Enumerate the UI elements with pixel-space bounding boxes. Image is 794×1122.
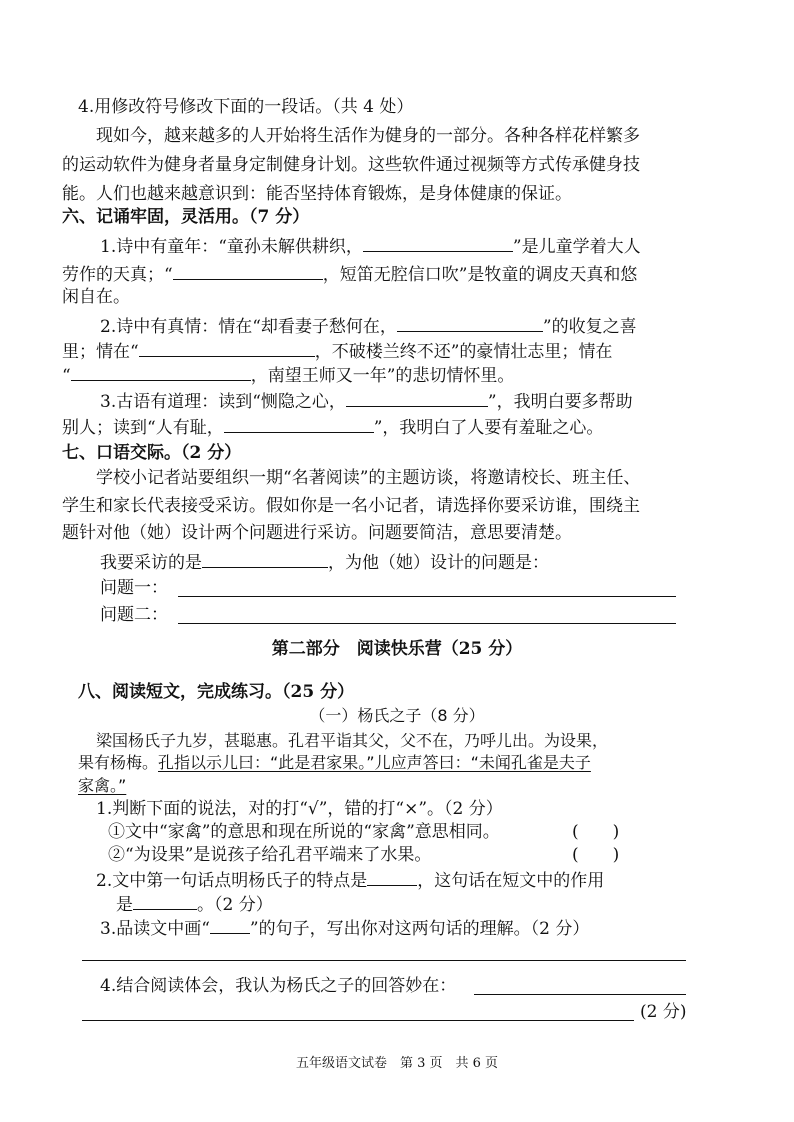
s6-q3-blank2[interactable] <box>224 414 374 433</box>
s8-passage-underlined-text: 家禽。” <box>78 776 127 795</box>
s6-q1-line1 <box>100 233 641 259</box>
s6-q1-line2 <box>62 261 637 287</box>
s8-q3-answer-line[interactable] <box>82 960 686 961</box>
s6-q3-blank1[interactable] <box>346 388 488 407</box>
s8-q3-underline-sample <box>210 915 250 934</box>
q4-title: 4.用修改符号修改下面的一段话。（共 4 处） <box>78 97 414 117</box>
s6-q1-blank1[interactable] <box>363 233 513 252</box>
s6-q2-text: 2.诗中有真情：情在“却看妻子愁何在， <box>100 317 397 337</box>
s7-interview-line <box>100 549 549 575</box>
s6-q1-text: ”是儿童学着大人 <box>512 237 641 257</box>
s8-q1-statement-1: ①文中“家禽”的意思和现在所说的“家禽”意思相同。 <box>108 822 500 842</box>
s6-q3-text: 别人；读到“人有耻， <box>62 418 224 438</box>
s8-q3-text: ”的句子，写出你对这两句话的理解。（2 分） <box>249 919 590 939</box>
s6-q2-text: ，南望王师又一年”的悲切情怀里。 <box>250 366 515 386</box>
s8-passage-line: 梁国杨氏子九岁，甚聪惠。孔君平诣其父，父不在，乃呼儿出。为设果， <box>96 731 609 750</box>
s8-passage-line <box>78 751 591 775</box>
s6-q2-blank3[interactable] <box>71 362 251 381</box>
section-7-title: 七、口语交际。（2 分） <box>62 443 242 463</box>
s8-q2-text: 。（2 分） <box>197 895 273 915</box>
s8-passage-underlined-text: 孔指以示儿曰：“此是君家果。”儿应声答曰：“未闻孔雀是夫子 <box>158 753 591 772</box>
s7-paragraph-line: 学生和家长代表接受采访。假如你是一名小记者，请选择你要采访谁，围绕主 <box>62 496 640 516</box>
s8-q4-score: (2 分) <box>640 1002 687 1022</box>
page-footer: 五年级语文试卷 第 3 页 共 6 页 <box>295 1056 499 1071</box>
s7-interview-text: 我要采访的是 <box>100 553 202 573</box>
s8-q2-text: 是 <box>116 895 133 915</box>
s8-q2-line2 <box>116 891 273 917</box>
s8-passage-text: 果有杨梅。 <box>78 753 159 772</box>
s6-q3-line2 <box>62 414 603 440</box>
s6-q3-text: ”，我明白要多帮助 <box>487 392 633 412</box>
s7-paragraph-line: 题针对他（她）设计两个问题进行采访。问题要简洁，意思要清楚。 <box>62 523 572 543</box>
s6-q3-text: 3.古语有道理：读到“恻隐之心， <box>100 392 346 412</box>
q4-paragraph-line: 能。人们也越来越意识到：能否坚持体育锻炼，是身体健康的保证。 <box>62 184 572 204</box>
s7-question1-answer-line[interactable] <box>178 596 676 597</box>
s8-q2-text: ，这句话在短文中的作用 <box>417 871 605 891</box>
s6-q1-text: 劳作的天真；“ <box>62 265 173 285</box>
s6-q2-text: ”的收复之喜 <box>542 317 637 337</box>
s8-q2-blank2[interactable] <box>133 891 197 910</box>
q4-paragraph-line: 现如今，越来越多的人开始将生活作为健身的一部分。各种各样花样繁多 <box>96 126 640 146</box>
s8-q2-line1 <box>96 867 604 893</box>
s8-passage-title: （一）杨氏之子（8 分） <box>309 706 485 725</box>
s6-q2-blank2[interactable] <box>139 338 315 357</box>
s8-q2-text: 2.文中第一句话点明杨氏子的特点是 <box>96 871 368 891</box>
s8-q1-title: 1.判断下面的说法，对的打“√”，错的打“×”。（2 分） <box>96 799 503 819</box>
s6-q2-line1 <box>100 313 637 339</box>
s6-q2-text: 里；情在“ <box>62 342 139 362</box>
s7-question2-answer-line[interactable] <box>178 623 676 624</box>
s6-q1-text: 1.诗中有童年：“童孙未解供耕织， <box>100 237 363 257</box>
s7-interview-text: ，为他（她）设计的问题是： <box>328 553 549 573</box>
s8-q2-blank1[interactable] <box>367 867 417 886</box>
s8-q1-answer-paren-2[interactable]: ( ) <box>572 845 620 865</box>
s8-q4-answer-line2[interactable] <box>82 1020 634 1021</box>
s8-q3-text: 3.品读文中画“ <box>100 919 210 939</box>
s6-q3-text: ”，我明白了人要有羞耻之心。 <box>373 418 604 438</box>
s8-q3-line <box>100 915 589 941</box>
s6-q1-blank2[interactable] <box>173 261 323 280</box>
s6-q3-line1 <box>100 388 633 414</box>
section-6-title: 六、记诵牢固，灵活用。（7 分） <box>62 207 310 227</box>
s7-question2-label: 问题二： <box>100 605 168 625</box>
s6-q2-blank1[interactable] <box>397 313 543 332</box>
q4-paragraph-line: 的运动软件为健身者量身定制健身计划。这些软件通过视频等方式传承健身技 <box>62 155 640 175</box>
s6-q2-line2 <box>62 338 612 364</box>
s6-q2-text: “ <box>62 366 71 386</box>
s7-question1-label: 问题一： <box>100 578 168 598</box>
section-8-title: 八、阅读短文，完成练习。（25 分） <box>78 682 355 702</box>
s6-q1-line3: 闲自在。 <box>62 287 130 307</box>
s7-interviewee-blank[interactable] <box>202 549 328 568</box>
s6-q2-line3 <box>62 362 514 388</box>
s6-q1-text: ，短笛无腔信口吹”是牧童的调皮天真和悠 <box>322 265 638 285</box>
s6-q2-text: ，不破楼兰终不还”的豪情壮志里；情在 <box>314 342 613 362</box>
s8-q4-answer-line1[interactable] <box>474 994 686 995</box>
s8-q1-statement-2: ②“为设果”是说孩子给孔君平端来了水果。 <box>108 845 432 865</box>
s8-q4-text: 4.结合阅读体会，我认为杨氏之子的回答妙在： <box>100 976 457 996</box>
s8-passage-line <box>78 774 126 798</box>
s8-q1-answer-paren-1[interactable]: ( ) <box>572 822 620 842</box>
s7-paragraph-line: 学校小记者站要组织一期“名著阅读”的主题访谈，将邀请校长、班主任、 <box>96 468 641 488</box>
part-2-title: 第二部分 阅读快乐营（25 分） <box>271 639 523 659</box>
